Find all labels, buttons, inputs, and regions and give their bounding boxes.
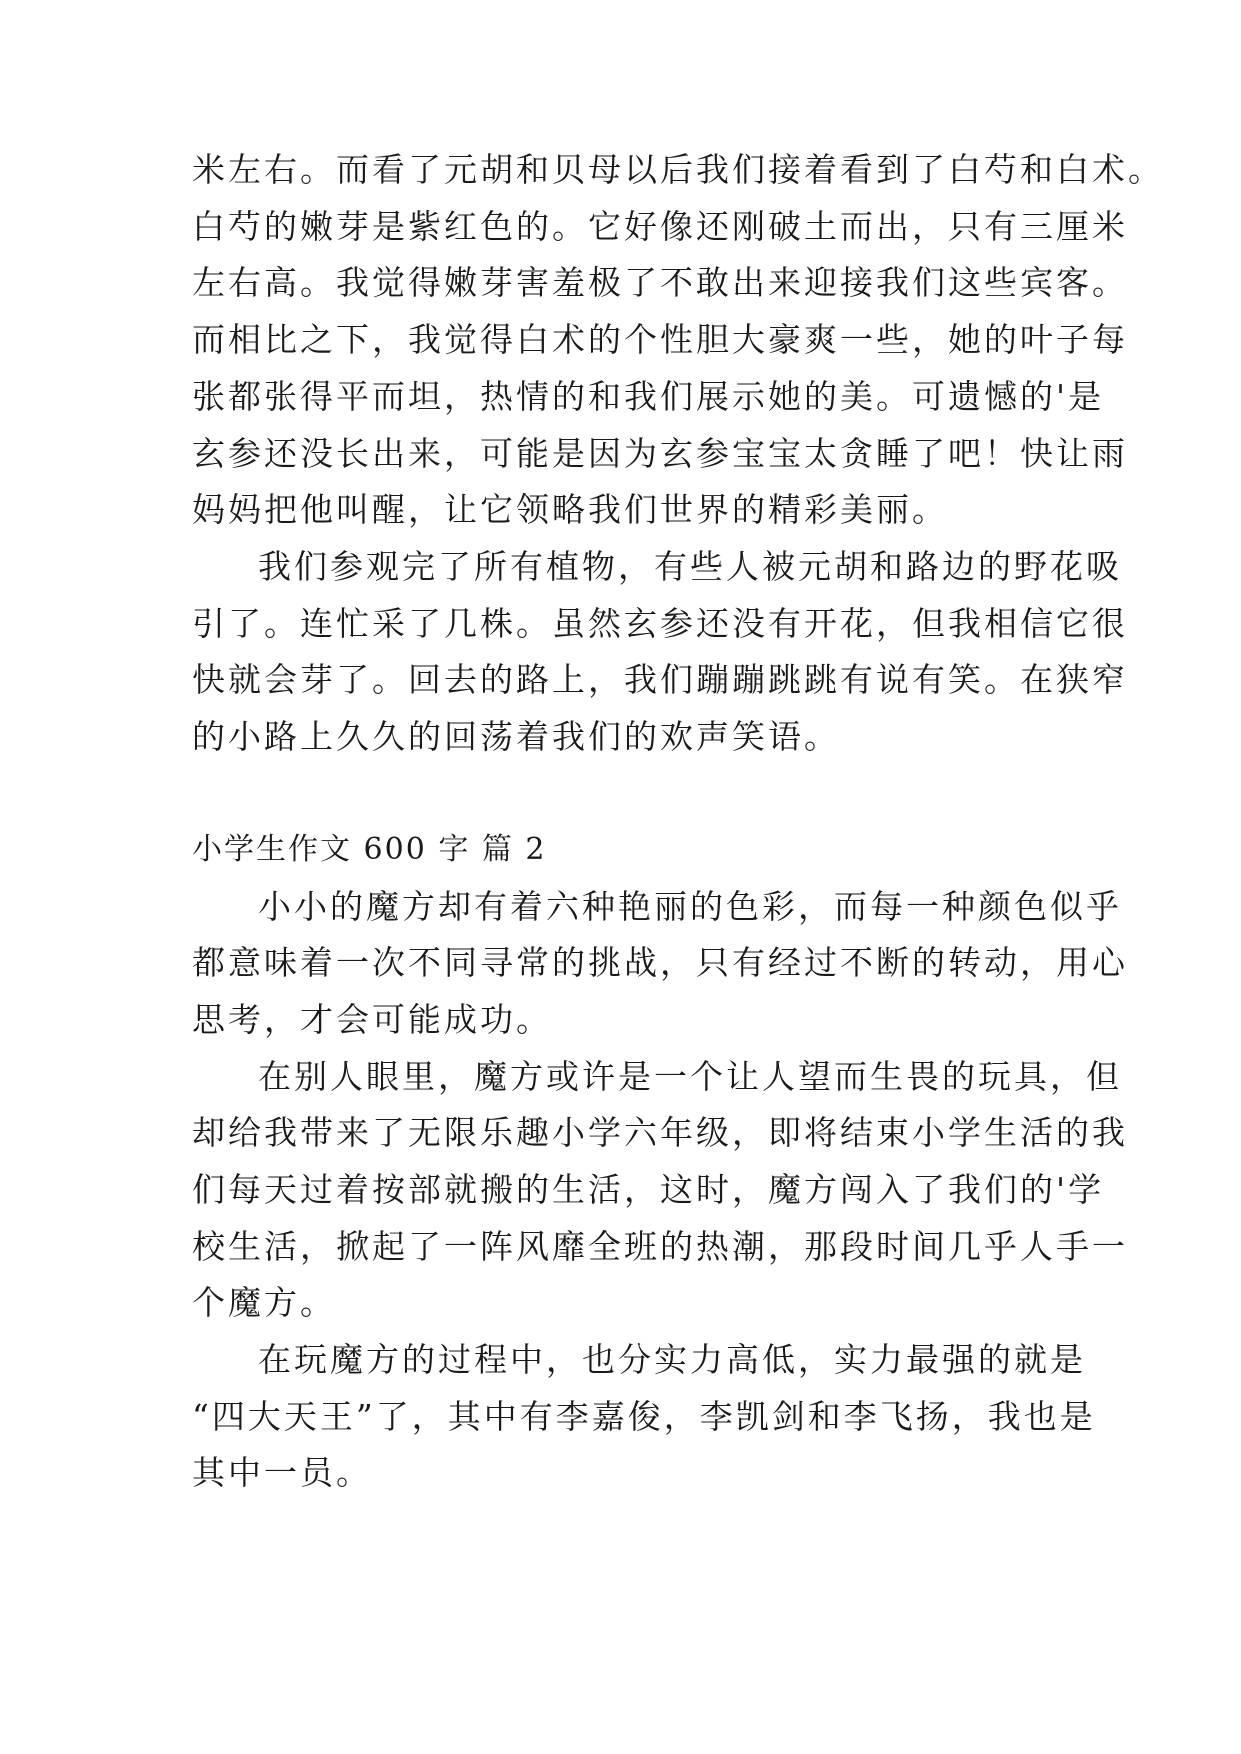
paragraph-start-line: 小小的魔方却有着六种艳丽的色彩，而每一种颜色似乎 — [258, 887, 1122, 926]
text-line: 而相比之下，我觉得白术的个性胆大豪爽一些，她的叶子每 — [192, 320, 1128, 359]
text-line: 张都张得平而坦，热情的和我们展示她的美。可遗憾的'是 — [192, 377, 1105, 416]
text-line: 的小路上久久的回荡着我们的欢声笑语。 — [192, 717, 840, 756]
paragraph-start-line: 我们参观完了所有植物，有些人被元胡和路边的野花吸 — [258, 547, 1122, 586]
section-heading: 小学生作文 600 字 篇 2 — [192, 832, 547, 867]
text-line: 却给我带来了无限乐趣小学六年级，即将结束小学生活的我 — [192, 1113, 1128, 1152]
text-line: 们每天过着按部就搬的生活，这时，魔方闯入了我们的'学 — [192, 1170, 1105, 1209]
paragraph-start-line: 在玩魔方的过程中，也分实力高低，实力最强的就是 — [258, 1340, 1086, 1379]
text-line: 米左右。而看了元胡和贝母以后我们接着看到了白芍和白术。 — [192, 150, 1164, 189]
paragraph-start-line: 在别人眼里，魔方或许是一个让人望而生畏的玩具，但 — [258, 1057, 1122, 1096]
text-line: 个魔方。 — [192, 1283, 336, 1322]
text-line: 引了。连忙采了几株。虽然玄参还没有开花，但我相信它很 — [192, 604, 1128, 643]
text-line: 都意味着一次不同寻常的挑战，只有经过不断的转动，用心 — [192, 943, 1128, 982]
text-line: 妈妈把他叫醒，让它领略我们世界的精彩美丽。 — [192, 490, 948, 529]
text-line: 思考，才会可能成功。 — [192, 1000, 552, 1039]
text-line: 其中一员。 — [192, 1453, 372, 1492]
text-line: 左右高。我觉得嫩芽害羞极了不敢出来迎接我们这些宾客。 — [192, 263, 1128, 302]
text-line: 校生活，掀起了一阵风靡全班的热潮，那段时间几乎人手一 — [192, 1227, 1128, 1266]
text-line: 快就会芽了。回去的路上，我们蹦蹦跳跳有说有笑。在狭窄 — [192, 660, 1128, 699]
text-line: “四大天王”了，其中有李嘉俊，李凯剑和李飞扬，我也是 — [192, 1397, 1096, 1436]
text-line: 玄参还没长出来，可能是因为玄参宝宝太贪睡了吧！快让雨 — [192, 434, 1128, 473]
text-line: 白芍的嫩芽是紫红色的。它好像还刚破土而出，只有三厘米 — [192, 207, 1128, 246]
